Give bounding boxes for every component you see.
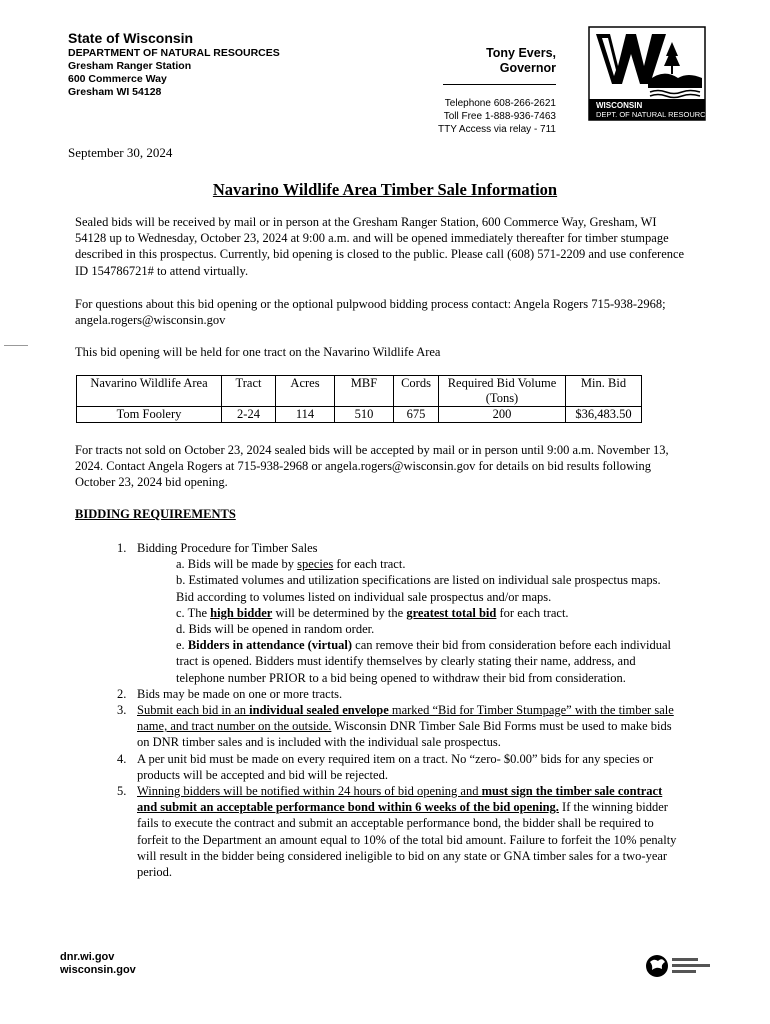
list-item <box>117 702 677 751</box>
telephone: Telephone 608-266-2621 <box>444 98 556 109</box>
governor-contact-block <box>436 46 556 136</box>
list-number: 4. <box>117 751 127 766</box>
divider <box>443 84 556 85</box>
sub-item-text: for each tract. <box>333 557 406 572</box>
table-header-cell: Navarino Wildlife Area <box>77 376 222 407</box>
list-item <box>117 686 677 702</box>
table-row <box>77 407 642 423</box>
table-cell: 675 <box>394 407 439 423</box>
table-cell: 114 <box>276 407 335 423</box>
high-bidder-emphasis: high bidder <box>210 605 273 620</box>
table-header-cell: MBF <box>335 376 394 407</box>
bid-info-paragraph: Sealed bids will be received by mail or in person at the Gresham Ranger Station, 600 Commerce Way, Gresham, WI 54128 up to Wednesday, October 23, 2024 at 9:00 a.m. and will be opened immediately thereafter for timber stumpage described in this prospectus. Currently, bid opening is closed to the public. Please call (608) 571-2209 and use conference ID 154786721# to attend virtually. <box>75 215 685 278</box>
document-title: Navarino Wildlife Area Timber Sale Information <box>212 180 558 199</box>
sub-item <box>137 556 677 572</box>
sealed-envelope-emphasis: individual sealed envelope <box>249 703 389 718</box>
list-number: 3. <box>117 703 127 718</box>
table-header-cell: Cords <box>394 376 439 407</box>
greatest-total-bid-emphasis: greatest total bid <box>406 605 497 620</box>
list-item-text: Bidding Procedure for Timber Sales <box>137 541 318 555</box>
city-address: Gresham WI 54128 <box>68 86 162 98</box>
sub-item: d. Bids will be opened in random order. <box>176 622 375 637</box>
table-cell: $36,483.50 <box>566 407 642 423</box>
wisconsin-website-link[interactable]: wisconsin.gov <box>60 964 136 976</box>
table-header-cell: Tract <box>222 376 276 407</box>
logo-line1: WISCONSIN <box>596 101 643 110</box>
list-item <box>117 783 677 880</box>
station-name: Gresham Ranger Station <box>68 60 192 72</box>
table-cell: 510 <box>335 407 394 423</box>
tract-intro-paragraph: This bid opening will be held for one tract on the Navarino Wildlife Area <box>75 345 441 359</box>
sub-item <box>137 637 677 686</box>
contact-paragraph: For questions about this bid opening or the optional pulpwood bidding process contact: Angela Rogers 715-938-2968; angela.rogers@wisconsin.gov <box>75 297 666 328</box>
list-item <box>117 540 677 686</box>
unsold-tracts-paragraph: For tracts not sold on October 23, 2024 sealed bids will be accepted by mail or in person until 9:00 a.m. November 13, 2024. Contact Angela Rogers at 715-938-2968 or angela.rogers@wisconsin.gov for details on bid results following October 23, 2024 bid opening. <box>75 443 669 490</box>
virtual-bidders-emphasis: Bidders in attendance (virtual) <box>187 638 353 653</box>
department-name: DEPARTMENT OF NATURAL RESOURCES <box>68 47 280 59</box>
logo-line2: DEPT. OF NATURAL RESOURCES <box>596 110 706 119</box>
tract-table <box>76 375 642 423</box>
document-date: September 30, 2024 <box>68 145 173 160</box>
wisconsin-dnr-logo-icon <box>588 26 706 121</box>
table-header-cell: Min. Bid <box>566 376 642 407</box>
table-cell: 2-24 <box>222 407 276 423</box>
state-name: State of Wisconsin <box>68 30 194 46</box>
list-number: 5. <box>117 784 127 799</box>
sub-item-text: a. Bids will be made by <box>176 557 298 572</box>
street-address: 600 Commerce Way <box>68 73 167 85</box>
table-cell: 200 <box>439 407 566 423</box>
toll-free: Toll Free 1-888-936-7463 <box>443 111 556 122</box>
list-item-text: Submit each bid in an <box>137 703 250 718</box>
sub-item-text: will be determined by the <box>272 605 407 620</box>
recycled-paper-logo-icon <box>644 952 714 980</box>
requirements-list <box>117 540 677 880</box>
table-header-cell: Acres <box>276 376 335 407</box>
sub-item-text: e. <box>176 638 188 653</box>
sub-item-text: can remove their bid from consideration before each individual tract is opened. Bidders must identify themselves by clearly stating their name, address, and telephone number PRIOR to a bid being opened to withdraw their bid from consideration. <box>176 638 672 685</box>
requirements-heading: BIDDING REQUIREMENTS <box>75 507 236 521</box>
sub-item <box>137 605 677 621</box>
list-item-text: Winning bidders will be notified within 24 hours of bid opening and <box>137 784 482 799</box>
list-item-text: Wisconsin DNR Timber Sale Bid Forms must be used to make bids on DNR timber sales and is included with the individual sale prospectus. <box>137 719 672 750</box>
table-cell: Tom Foolery <box>77 407 222 423</box>
sub-item: b. Estimated volumes and utilization specifications are listed on individual sale prospectus maps. Bid according to volumes listed on individual sale prospectus and/or maps. <box>176 573 661 604</box>
tty-access: TTY Access via relay - 711 <box>437 124 556 135</box>
agency-address-block <box>68 30 280 99</box>
table-header-cell: Required Bid Volume (Tons) <box>439 376 566 407</box>
list-number: 2. <box>117 686 127 701</box>
sub-item-text: for each tract. <box>496 605 569 620</box>
governor-name: Tony Evers, Governor <box>486 46 556 75</box>
margin-mark <box>4 345 28 346</box>
list-item-text: Bids may be made on one or more tracts. <box>137 686 343 701</box>
footer-links <box>60 951 136 977</box>
list-item-text: A per unit bid must be made on every required item on a tract. No “zero- $0.00” bids for any species or products will be accepted and bid will be rejected. <box>137 751 654 782</box>
list-item-text: marked “Bid for Timber Stumpage” with the timber sale name, and tract number on the outside. <box>137 703 674 734</box>
list-item <box>117 751 677 783</box>
list-number: 1. <box>117 541 127 555</box>
list-item-text: If the winning bidder fails to execute the contract and submit an acceptable performance bond, the bidder shall be required to forfeit to the Department an amount equal to 10% of the total bid amount. Failure to forfeit the 10% penalty will result in the bidder being considered ineligible to bid on any state or GNA timber sales for a two-year period. <box>137 800 677 880</box>
dnr-website-link[interactable]: dnr.wi.gov <box>60 951 115 963</box>
contract-bond-emphasis: must sign the timber sale contract and submit an acceptable performance bond within 6 weeks of the bid opening. <box>137 784 663 815</box>
sub-item-text: c. The <box>176 605 211 620</box>
table-header-row <box>77 376 642 407</box>
species-emphasis: species <box>297 557 334 572</box>
